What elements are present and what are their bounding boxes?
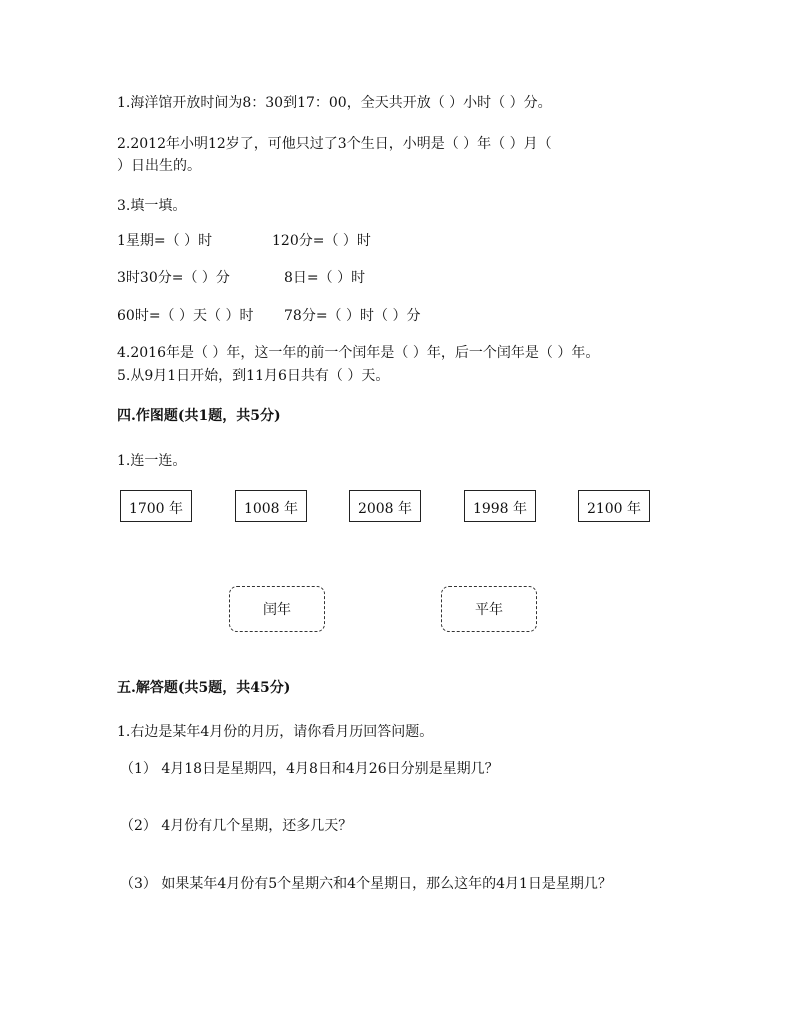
fill-row2-b: 8日=（ ）时 [284, 270, 366, 286]
question-3-3-title: 3.填一填。 [117, 198, 187, 214]
year-label: 1998 年 [472, 501, 528, 517]
sub-question-2: （2） 4月份有几个星期，还多几天？ [120, 818, 353, 834]
question-3-2-line1: 2.2012年小明12岁了，可他只过了3个生日，小明是（ ）年（ ）月（ [117, 136, 552, 152]
question-5-1: 1.右边是某年4月份的月历，请你看月历回答问题。 [117, 724, 434, 740]
year-box-1700[interactable] [120, 490, 192, 522]
category-box-common-year[interactable] [441, 586, 537, 632]
category-label: 闰年 [263, 602, 291, 618]
question-3-4: 4.2016年是（ ）年，这一年的前一个闰年是（ ）年，后一个闰年是（ ）年。 [117, 345, 600, 361]
question-3-5: 5.从9月1日开始，到11月6日共有（ ）天。 [117, 368, 390, 384]
year-box-2100[interactable] [578, 490, 650, 522]
question-4-1: 1.连一连。 [117, 453, 187, 469]
year-label: 1008 年 [243, 501, 299, 517]
category-label: 平年 [475, 602, 503, 618]
question-3-2-line2: ）日出生的。 [117, 158, 201, 174]
fill-row1-b: 120分=（ ）时 [272, 233, 371, 249]
year-box-1998[interactable] [464, 490, 536, 522]
year-label: 2008 年 [357, 501, 413, 517]
year-label: 1700 年 [128, 501, 184, 517]
question-3-1: 1.海洋馆开放时间为8：30到17：00，全天共开放（ ）小时（ ）分。 [117, 95, 552, 111]
fill-row3-b: 78分=（ ）时（ ）分 [284, 308, 421, 324]
fill-row2-a: 3时30分=（ ）分 [117, 270, 230, 286]
sub-question-3: （3） 如果某年4月份有5个星期六和4个星期日，那么这年的4月1日是星期几？ [120, 876, 612, 892]
year-label: 2100 年 [586, 501, 642, 517]
sub-question-1: （1） 4月18日是星期四，4月8日和4月26日分别是星期几？ [120, 761, 499, 777]
fill-row3-a: 60时=（ ）天（ ）时 [117, 308, 254, 324]
fill-row1-a: 1星期=（ ）时 [117, 233, 213, 249]
section-4-heading: 四.作图题(共1题，共5分) [117, 408, 281, 424]
category-box-leap-year[interactable] [229, 586, 325, 632]
year-box-1008[interactable] [235, 490, 307, 522]
section-5-heading: 五.解答题(共5题，共45分) [117, 680, 291, 696]
year-box-2008[interactable] [349, 490, 421, 522]
